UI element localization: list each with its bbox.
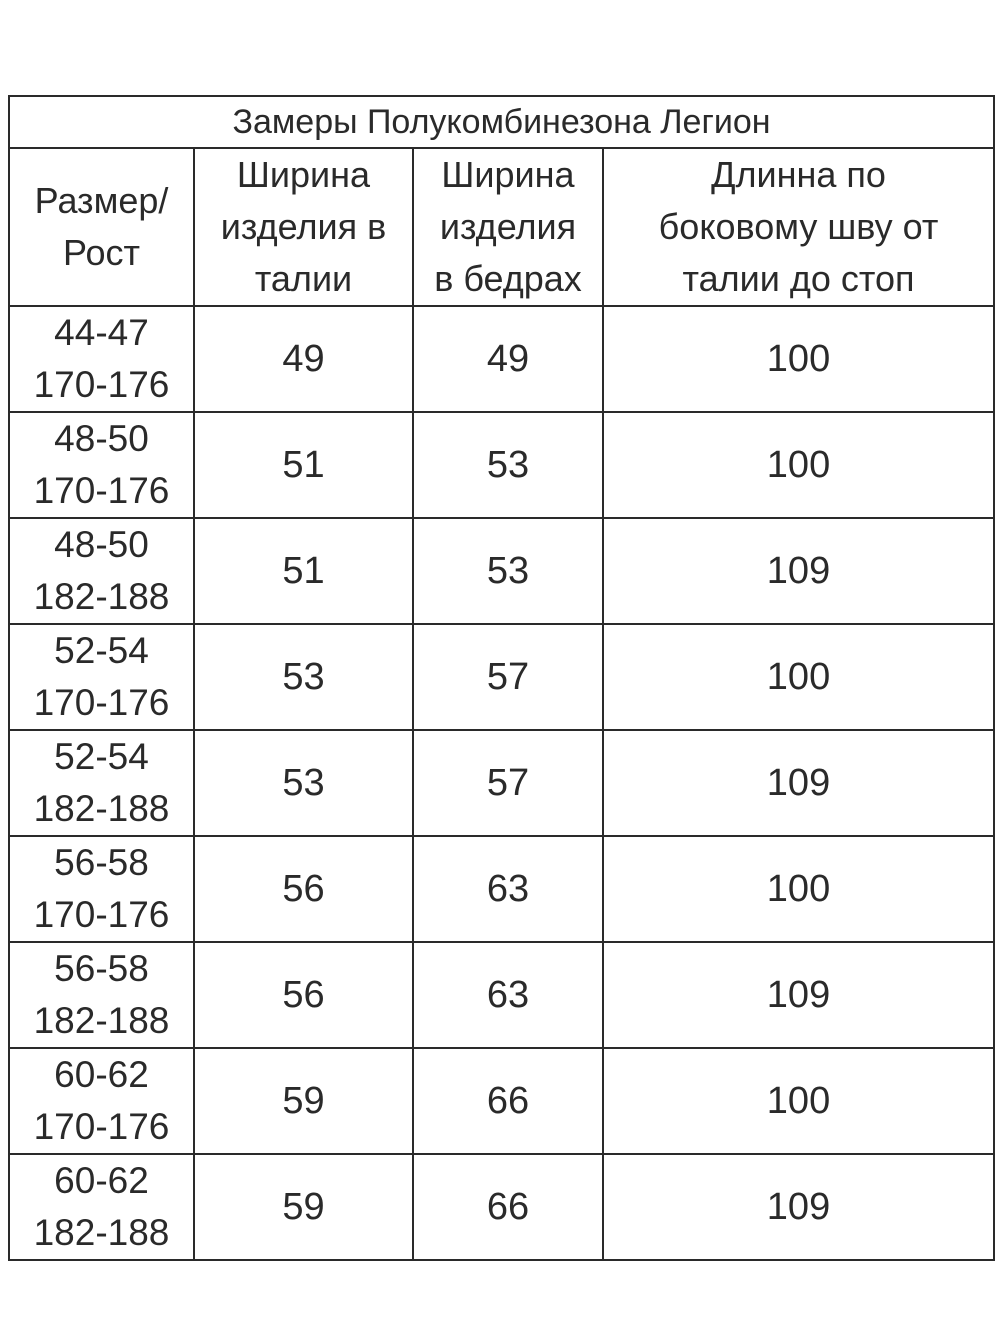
header-line: Рост bbox=[63, 232, 140, 273]
hips-cell: 53 bbox=[413, 412, 603, 518]
length-cell: 100 bbox=[603, 624, 994, 730]
height-value: 182-188 bbox=[33, 1000, 170, 1041]
hips-cell: 57 bbox=[413, 624, 603, 730]
height-value: 170-176 bbox=[33, 894, 170, 935]
size-height-cell bbox=[9, 624, 194, 730]
header-line: Ширина bbox=[441, 154, 575, 195]
header-line: талии bbox=[254, 258, 353, 299]
size-value: 52-54 bbox=[54, 736, 149, 777]
waist-cell: 51 bbox=[194, 518, 413, 624]
hips-cell: 63 bbox=[413, 942, 603, 1048]
table-row bbox=[9, 306, 994, 412]
height-value: 182-188 bbox=[33, 1212, 170, 1253]
length-cell: 100 bbox=[603, 412, 994, 518]
size-value: 48-50 bbox=[54, 418, 149, 459]
waist-cell: 59 bbox=[194, 1154, 413, 1260]
hips-cell: 53 bbox=[413, 518, 603, 624]
length-cell: 109 bbox=[603, 518, 994, 624]
header-side-seam-length bbox=[603, 148, 994, 306]
length-cell: 109 bbox=[603, 730, 994, 836]
header-hip-width bbox=[413, 148, 603, 306]
hips-cell: 63 bbox=[413, 836, 603, 942]
header-line: изделия в bbox=[220, 206, 387, 247]
size-value: 52-54 bbox=[54, 630, 149, 671]
size-value: 60-62 bbox=[54, 1160, 149, 1201]
waist-cell: 49 bbox=[194, 306, 413, 412]
waist-cell: 59 bbox=[194, 1048, 413, 1154]
header-line: Длинна по bbox=[711, 154, 886, 195]
size-height-cell bbox=[9, 306, 194, 412]
size-height-cell bbox=[9, 412, 194, 518]
size-value: 56-58 bbox=[54, 842, 149, 883]
header-line: в бедрах bbox=[434, 258, 582, 299]
size-height-cell bbox=[9, 1154, 194, 1260]
hips-cell: 66 bbox=[413, 1154, 603, 1260]
header-size-height bbox=[9, 148, 194, 306]
table-row bbox=[9, 1154, 994, 1260]
table-row bbox=[9, 624, 994, 730]
header-line: изделия bbox=[439, 206, 577, 247]
table-title: Замеры Полукомбинезона Легион bbox=[9, 96, 994, 148]
length-cell: 109 bbox=[603, 942, 994, 1048]
length-cell: 109 bbox=[603, 1154, 994, 1260]
size-value: 48-50 bbox=[54, 524, 149, 565]
header-row bbox=[9, 148, 994, 306]
size-height-cell bbox=[9, 1048, 194, 1154]
table-row bbox=[9, 730, 994, 836]
length-cell: 100 bbox=[603, 306, 994, 412]
length-cell: 100 bbox=[603, 836, 994, 942]
waist-cell: 56 bbox=[194, 942, 413, 1048]
size-chart-table bbox=[8, 95, 995, 1261]
table-row bbox=[9, 1048, 994, 1154]
height-value: 182-188 bbox=[33, 788, 170, 829]
size-height-cell bbox=[9, 836, 194, 942]
waist-cell: 51 bbox=[194, 412, 413, 518]
height-value: 170-176 bbox=[33, 470, 170, 511]
header-line: боковому шву от bbox=[658, 206, 939, 247]
waist-cell: 53 bbox=[194, 624, 413, 730]
height-value: 170-176 bbox=[33, 364, 170, 405]
hips-cell: 49 bbox=[413, 306, 603, 412]
waist-cell: 56 bbox=[194, 836, 413, 942]
size-value: 56-58 bbox=[54, 948, 149, 989]
table-row bbox=[9, 836, 994, 942]
hips-cell: 66 bbox=[413, 1048, 603, 1154]
hips-cell: 57 bbox=[413, 730, 603, 836]
header-line: Ширина bbox=[236, 154, 371, 195]
header-line: талии до стоп bbox=[682, 258, 915, 299]
size-value: 44-47 bbox=[54, 312, 149, 353]
length-cell: 100 bbox=[603, 1048, 994, 1154]
header-waist-width bbox=[194, 148, 413, 306]
size-value: 60-62 bbox=[54, 1054, 149, 1095]
size-height-cell bbox=[9, 518, 194, 624]
height-value: 170-176 bbox=[33, 682, 170, 723]
size-height-cell bbox=[9, 730, 194, 836]
header-line: Размер/ bbox=[34, 180, 169, 221]
waist-cell: 53 bbox=[194, 730, 413, 836]
table-row bbox=[9, 942, 994, 1048]
size-height-cell bbox=[9, 942, 194, 1048]
table-row bbox=[9, 518, 994, 624]
table-row bbox=[9, 412, 994, 518]
height-value: 182-188 bbox=[33, 576, 170, 617]
title-row bbox=[9, 96, 994, 148]
height-value: 170-176 bbox=[33, 1106, 170, 1147]
